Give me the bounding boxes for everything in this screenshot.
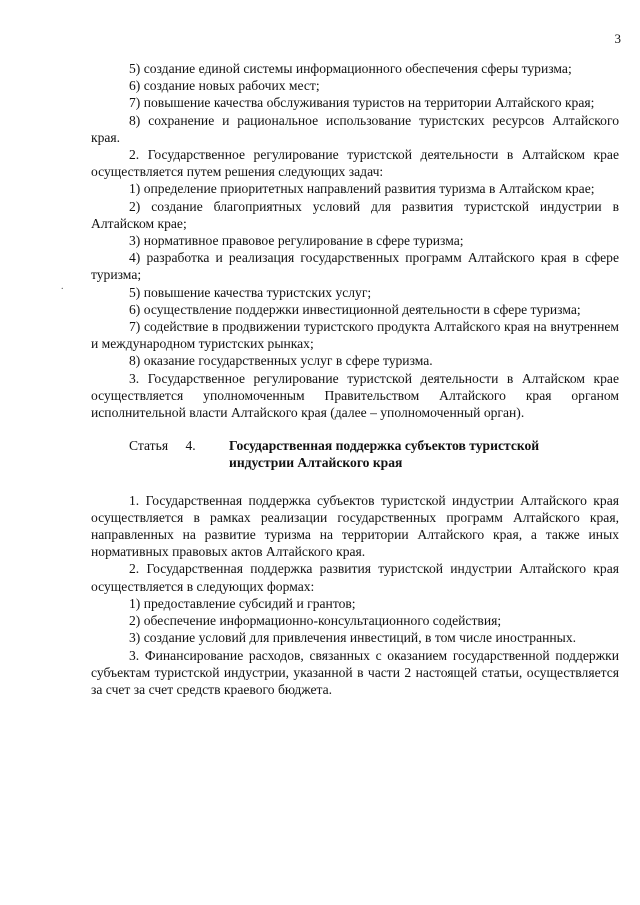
paragraph: 2. Государственное регулирование туристской деятельности в Алтайском крае осуществляется путем решения следующих задач: — [91, 147, 619, 180]
margin-mark: . — [61, 281, 64, 292]
paragraph: 5) повышение качества туристских услуг; — [129, 284, 372, 300]
paragraph: 2) обеспечение информационно-консультационного содействия; — [129, 613, 502, 629]
paragraph: 3. Финансирование расходов, связанных с оказанием государственной поддержки субъектам туристской индустрии, указанной в части 2 настоящей статьи, осуществляется за счет за счет средств краевого бюджета. — [91, 647, 619, 697]
article-label: Статья 4. — [129, 438, 196, 454]
paragraph: 8) оказание государственных услуг в сфере туризма. — [129, 353, 433, 369]
paragraph: 1. Государственная поддержка субъектов туристской индустрии Алтайского края осуществляется в рамках реализации государственных программ Алтайского края, направленных на развитие туризма на территории Алтайского края, а также иных нормативных правовых актов Алтайского края. — [91, 492, 619, 560]
paragraph: 6) создание новых рабочих мест; — [129, 78, 320, 94]
paragraph: 2) создание благоприятных условий для развития туристской индустрии в Алтайском крае; — [91, 198, 619, 231]
paragraph: 8) сохранение и рациональное использование туристских ресурсов Алтайского края. — [91, 112, 619, 145]
paragraph: 7) содействие в продвижении туристского продукта Алтайского края на внутреннем и международном туристских рынках; — [91, 319, 619, 352]
article-title-line2: индустрии Алтайского края — [229, 455, 403, 471]
paragraph: 3. Государственное регулирование туристской деятельности в Алтайском крае осуществляется уполномоченным Правительством Алтайского края органом исполнительной власти Алтайского края (далее – уполномоченный орган). — [91, 370, 619, 421]
document-body — [91, 60, 619, 698]
paragraph: 2. Государственная поддержка развития туристской индустрии Алтайского края осуществляется в следующих формах: — [91, 561, 619, 594]
paragraph: 3) создание условий для привлечения инвестиций, в том числе иностранных. — [129, 630, 577, 646]
section-top — [91, 60, 619, 421]
paragraph: 1) предоставление субсидий и грантов; — [129, 595, 356, 611]
paragraph: 4) разработка и реализация государственных программ Алтайского края в сфере туризма; — [91, 250, 619, 283]
paragraph: 6) осуществление поддержки инвестиционной деятельности в сфере туризма; — [129, 301, 581, 317]
article-heading — [91, 437, 619, 471]
page-number: 3 — [614, 31, 621, 46]
paragraph: 5) создание единой системы информационного обеспечения сферы туризма; — [129, 61, 572, 76]
paragraph: 1) определение приоритетных направлений развития туризма в Алтайском крае; — [129, 181, 595, 197]
paragraph: 7) повышение качества обслуживания туристов на территории Алтайского края; — [129, 95, 595, 111]
article-title-line1: Государственная поддержка субъектов туристской — [229, 438, 540, 454]
section-bottom — [91, 492, 619, 698]
paragraph: 3) нормативное правовое регулирование в сфере туризма; — [129, 233, 464, 249]
article-title — [221, 437, 619, 471]
